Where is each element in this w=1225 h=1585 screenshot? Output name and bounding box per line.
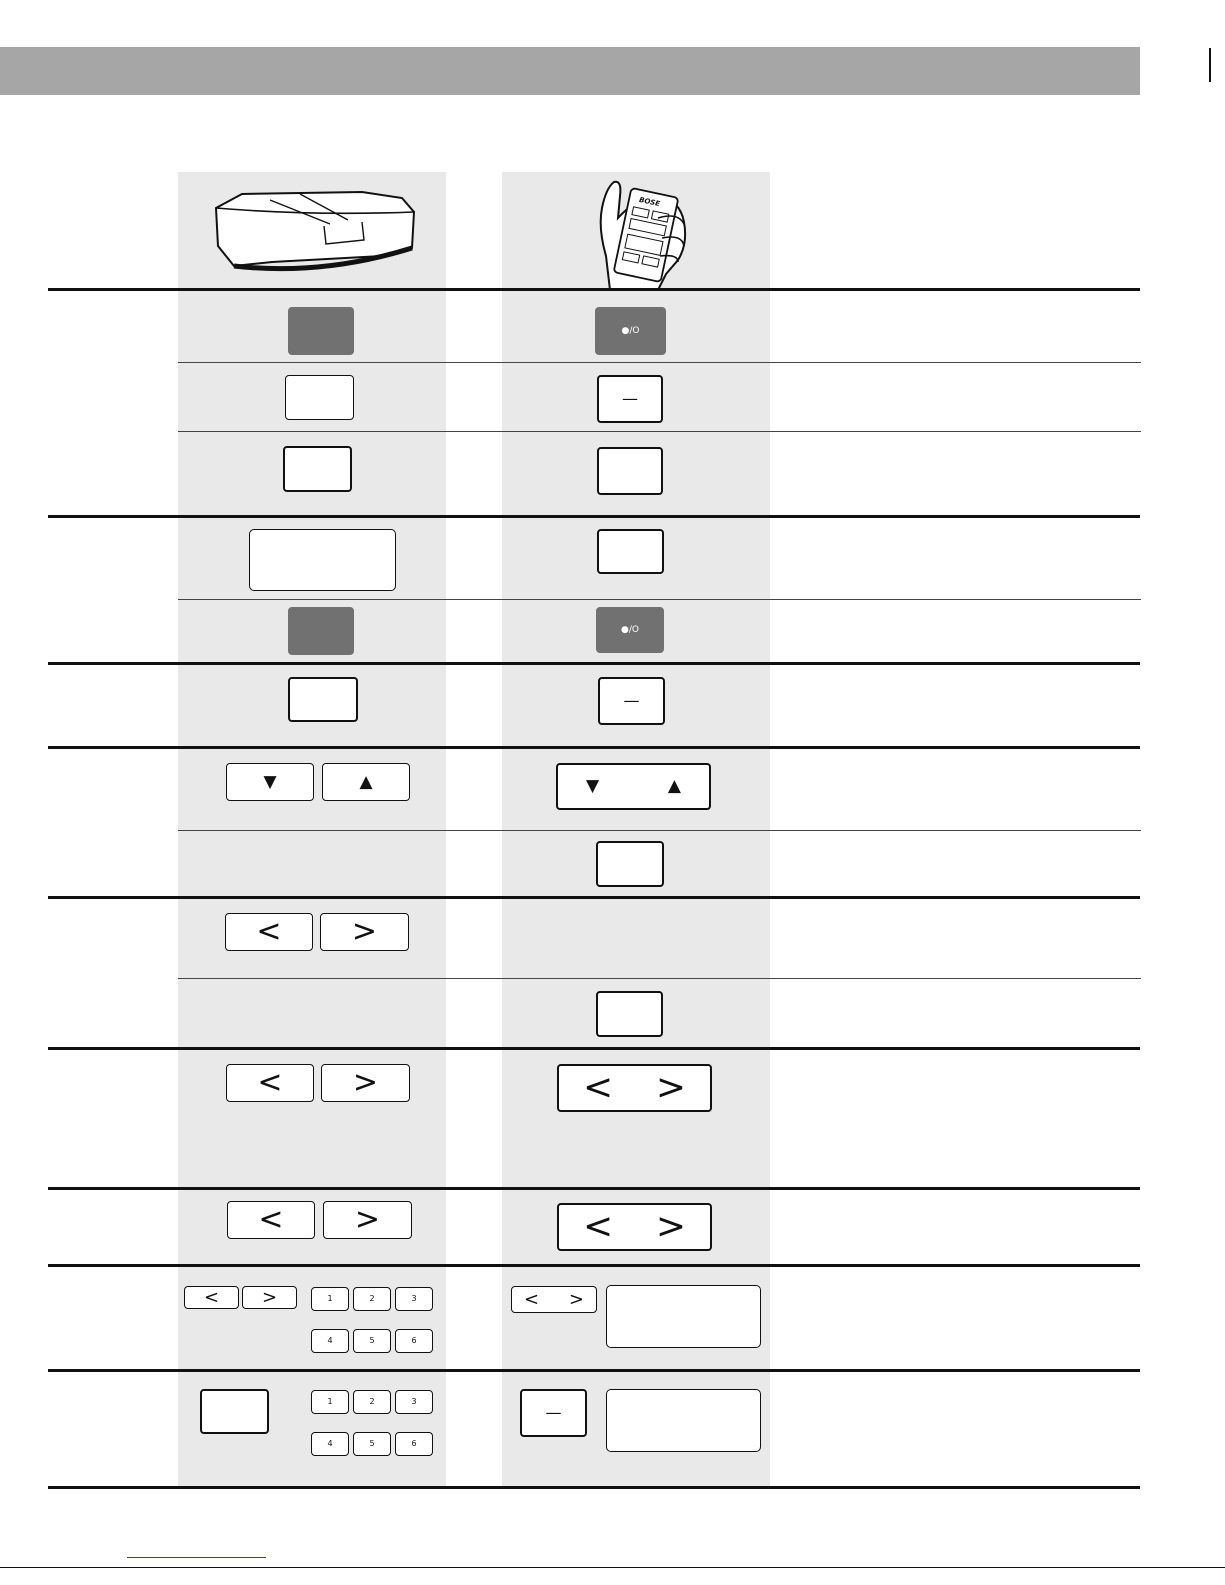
preset-button-2 <box>353 1390 391 1414</box>
unit-power-button <box>288 307 354 355</box>
unit-next-button <box>320 913 409 951</box>
preset-button-3 <box>395 1287 433 1311</box>
chevron-right-icon: > <box>655 1067 686 1108</box>
unit-down-button <box>226 763 314 801</box>
chevron-right-icon: > <box>354 1202 381 1237</box>
unit-plain-button <box>285 375 354 420</box>
unit-plain-button <box>200 1389 269 1434</box>
power-icon: ●/O <box>621 624 639 635</box>
edge-mark <box>1209 48 1211 82</box>
down-arrow-icon: ▼ <box>586 776 600 796</box>
unit-prev-button <box>225 913 313 951</box>
row-divider <box>48 1369 1140 1372</box>
remote-dash-button <box>597 375 663 423</box>
preset-button-6 <box>395 1432 433 1456</box>
row-divider <box>48 515 1140 518</box>
unit-prev-button <box>184 1286 239 1309</box>
unit-plain-button <box>283 446 352 492</box>
preset-number: 4 <box>327 1336 333 1345</box>
remote-dash-button <box>520 1389 587 1437</box>
preset-number: 2 <box>369 1397 375 1406</box>
header-band <box>0 47 1140 95</box>
dash-icon: — <box>623 691 640 710</box>
chevron-right-icon: > <box>568 1288 584 1310</box>
unit-power-button <box>288 607 354 655</box>
power-icon: ●/O <box>621 325 640 336</box>
preset-number: 1 <box>327 1397 333 1406</box>
unit-next-button <box>323 1201 412 1239</box>
remote-prev-next-rocker <box>557 1064 712 1112</box>
unit-up-button <box>322 763 410 801</box>
preset-number: 4 <box>327 1439 333 1448</box>
preset-button-4 <box>311 1432 349 1456</box>
preset-button-1 <box>311 1390 349 1414</box>
chevron-right-icon: > <box>261 1286 278 1308</box>
unit-prev-button <box>227 1201 315 1239</box>
up-arrow-icon: ▲ <box>359 771 373 792</box>
preset-button-2 <box>353 1287 391 1311</box>
row-divider <box>48 288 1140 291</box>
remote-keypad-area <box>606 1285 761 1348</box>
preset-button-1 <box>311 1287 349 1311</box>
row-divider <box>48 1047 1140 1050</box>
footer-link-underline[interactable] <box>127 1557 266 1558</box>
preset-number: 6 <box>411 1336 417 1345</box>
remote-down-up-rocker <box>556 763 711 810</box>
unit-next-button <box>321 1064 410 1102</box>
preset-button-3 <box>395 1390 433 1414</box>
preset-number: 6 <box>411 1439 417 1448</box>
preset-number: 1 <box>327 1294 333 1303</box>
preset-number: 5 <box>369 1439 375 1448</box>
row-divider <box>48 1264 1140 1267</box>
chevron-right-icon: > <box>351 914 378 949</box>
unit-plain-button <box>288 677 358 722</box>
preset-number: 3 <box>411 1397 417 1406</box>
hand-held-remote-illustration <box>588 178 698 290</box>
chevron-left-icon: < <box>257 1065 283 1100</box>
row-divider <box>48 662 1140 665</box>
dash-icon: — <box>622 389 638 408</box>
remote-power-button <box>596 607 664 653</box>
footer-rule <box>0 1567 1225 1568</box>
system-unit-illustration <box>212 186 418 278</box>
preset-button-5 <box>353 1432 391 1456</box>
row-divider <box>178 978 1141 979</box>
chevron-right-icon: > <box>352 1065 379 1100</box>
remote-plain-button <box>596 841 664 887</box>
row-divider <box>48 896 1140 899</box>
row-divider <box>178 599 1141 600</box>
row-divider <box>178 431 1141 432</box>
down-arrow-icon: ▼ <box>263 771 277 792</box>
chevron-left-icon: < <box>583 1206 614 1247</box>
remote-plain-button <box>597 447 663 495</box>
unit-prev-button <box>226 1064 314 1102</box>
preset-number: 5 <box>369 1336 375 1345</box>
remote-keypad-area <box>606 1389 761 1452</box>
remote-dash-button <box>598 677 665 725</box>
preset-number: 3 <box>411 1294 417 1303</box>
preset-button-4 <box>311 1329 349 1353</box>
remote-plain-button <box>596 991 663 1037</box>
unit-next-button <box>242 1286 297 1309</box>
remote-prev-next-rocker <box>511 1286 597 1313</box>
row-divider <box>178 362 1141 363</box>
chevron-left-icon: < <box>256 914 282 949</box>
preset-button-6 <box>395 1329 433 1353</box>
preset-button-5 <box>353 1329 391 1353</box>
svg-text:BOSE: BOSE <box>638 195 661 209</box>
remote-plain-button <box>597 529 664 574</box>
unit-display-window <box>249 529 396 591</box>
row-divider <box>48 746 1140 749</box>
row-divider <box>48 1486 1140 1489</box>
remote-prev-next-rocker <box>557 1203 712 1251</box>
preset-number: 2 <box>369 1294 375 1303</box>
up-arrow-icon: ▲ <box>667 776 681 796</box>
chevron-left-icon: < <box>524 1288 540 1310</box>
dash-icon: — <box>545 1403 562 1422</box>
chevron-right-icon: > <box>655 1206 686 1247</box>
remote-power-button <box>595 307 666 355</box>
chevron-left-icon: < <box>583 1067 614 1108</box>
row-divider <box>178 830 1141 831</box>
chevron-left-icon: < <box>258 1202 284 1237</box>
chevron-left-icon: < <box>203 1286 220 1308</box>
row-divider <box>48 1187 1140 1190</box>
